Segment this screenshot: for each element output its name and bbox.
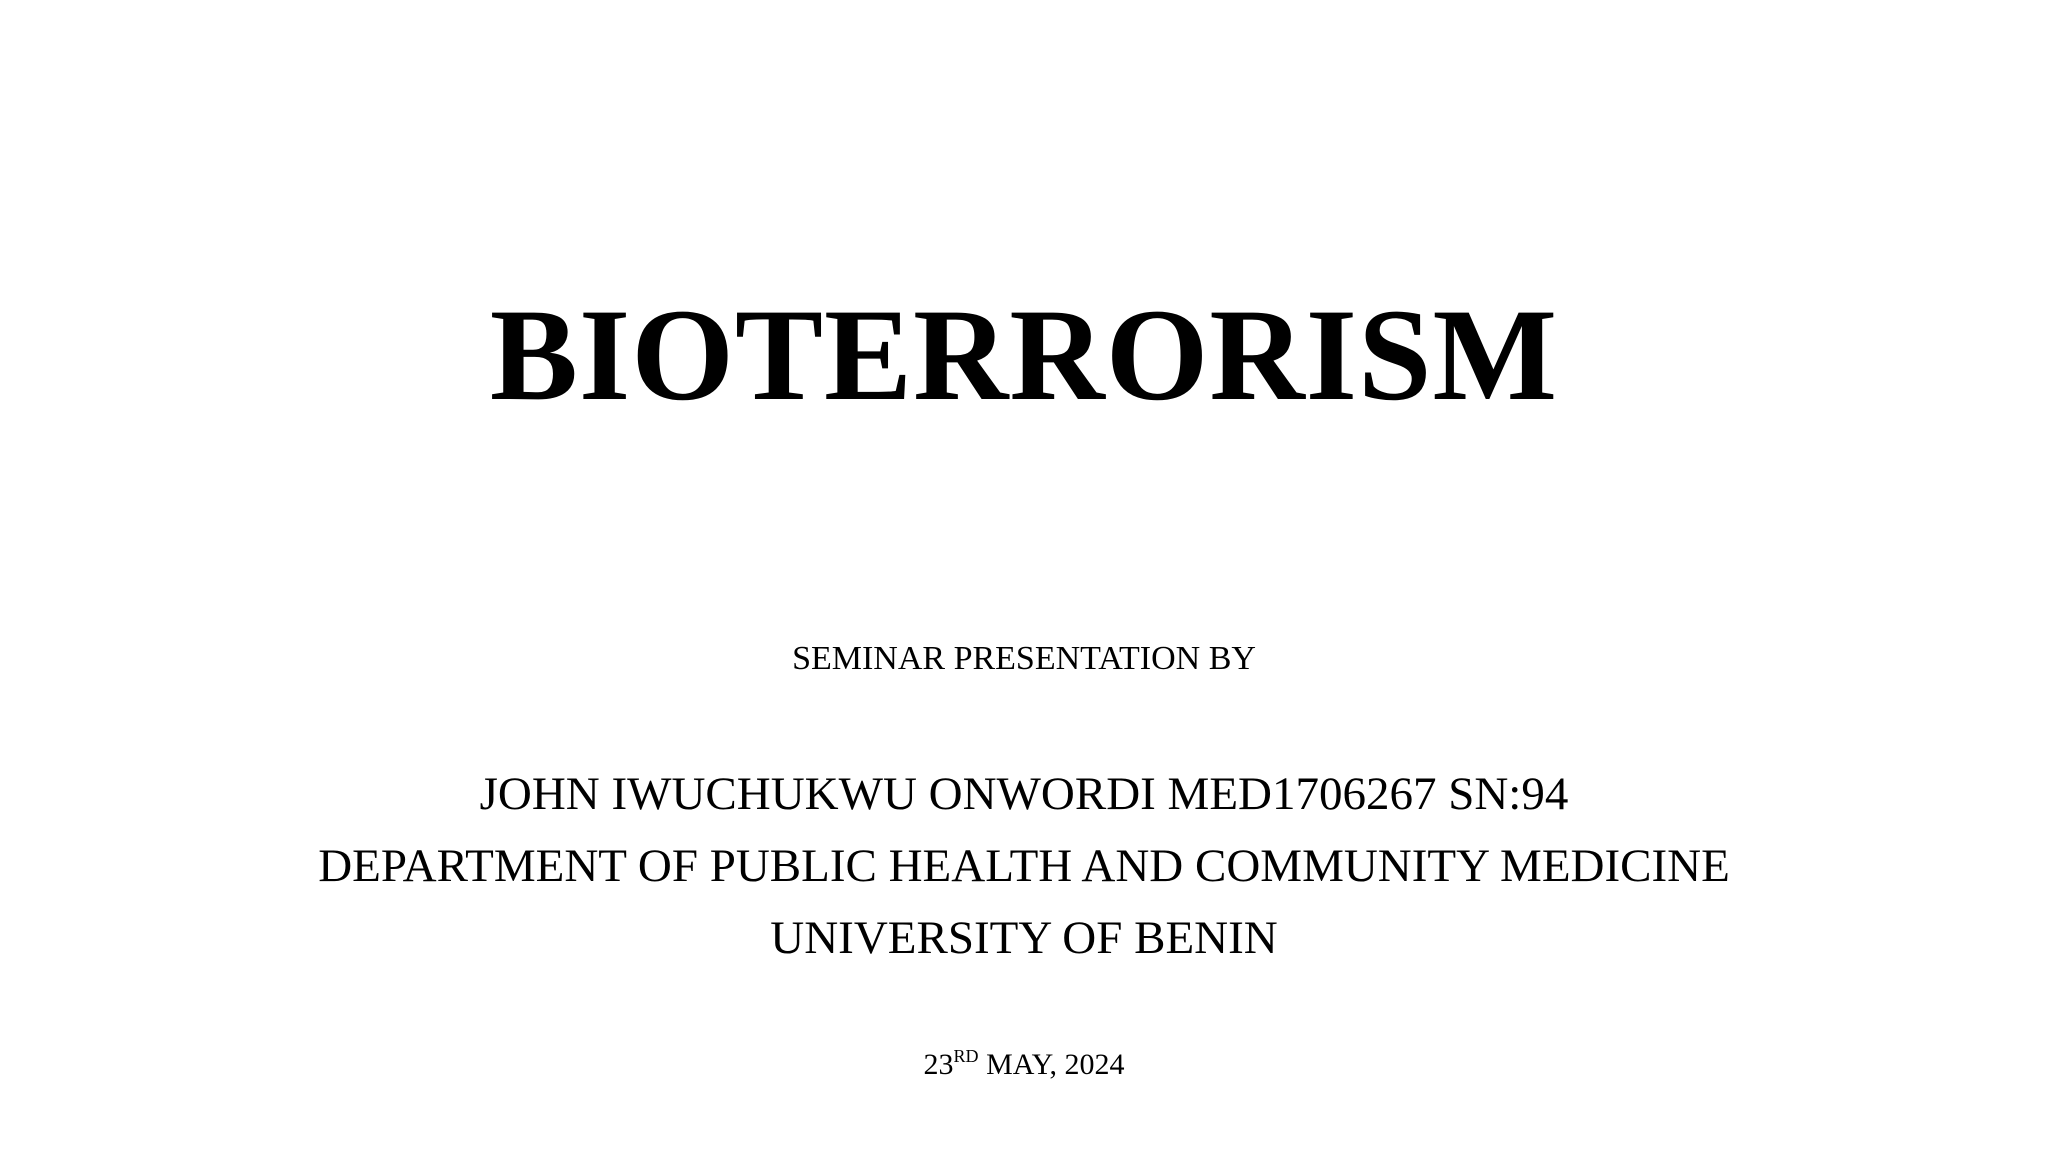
author-university-line: UNIVERSITY OF BENIN [770,912,1278,964]
date-day-suffix: RD [953,1046,979,1066]
slide-title: BIOTERRORISM [489,281,1559,428]
author-block [0,758,2048,974]
presentation-date [0,1045,2048,1085]
date-day: 23 [923,1048,954,1081]
date-month-year: MAY, 2024 [978,1048,1125,1081]
slide-subtitle: SEMINAR PRESENTATION BY [792,640,1256,677]
author-name-line: JOHN IWUCHUKWU ONWORDI MED1706267 SN:94 [479,768,1569,820]
author-department-line: DEPARTMENT OF PUBLIC HEALTH AND COMMUNITY MEDICINE [318,840,1730,892]
